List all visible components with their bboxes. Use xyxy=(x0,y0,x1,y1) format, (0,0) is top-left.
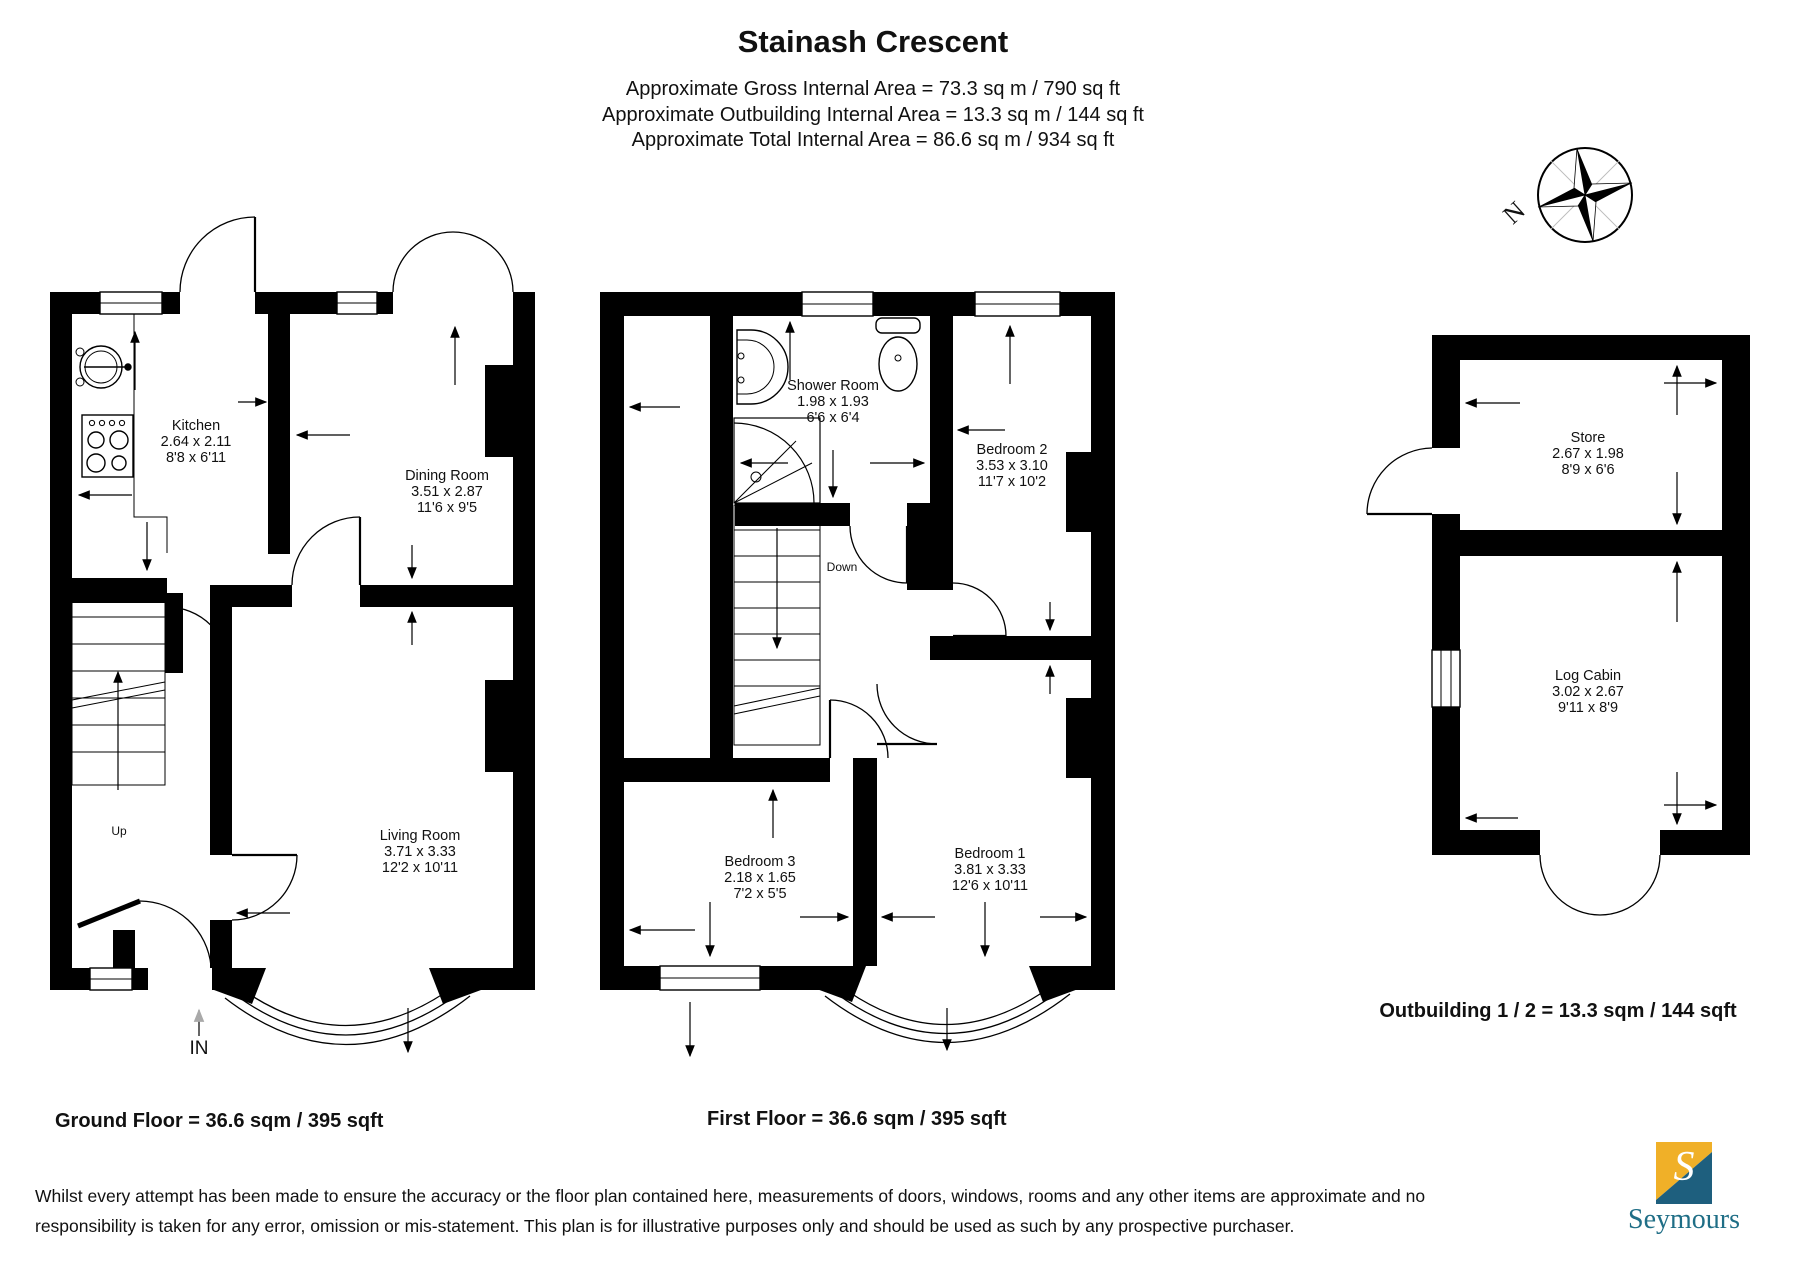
room-metric: 3.81 x 3.33 xyxy=(954,862,1026,878)
staircase-up xyxy=(72,590,165,790)
page-title: Stainash Crescent xyxy=(737,24,1009,59)
room-imperial: 11'6 x 9'5 xyxy=(416,500,478,516)
room-name: Shower Room xyxy=(787,378,879,394)
room-metric: 2.64 x 2.11 xyxy=(160,434,232,450)
disclaimer-line-2: responsibility is taken for any error, omission or mis-statement. This plan is for illustrative purposes only and should be used as such by any prospective purchaser. xyxy=(35,1216,1295,1236)
room-label-bedroom2 xyxy=(976,442,1048,490)
room-imperial: 8'9 x 6'6 xyxy=(1561,462,1615,478)
kitchen-sink xyxy=(76,346,131,388)
ground-floor-plan xyxy=(50,217,535,1052)
store-door xyxy=(1367,448,1432,514)
room-metric: 3.02 x 2.67 xyxy=(1552,684,1624,700)
room-label-shower xyxy=(787,378,879,426)
stairs-down-label: Down xyxy=(826,560,858,574)
chimney-breast xyxy=(1066,452,1091,532)
chimney-breast xyxy=(485,680,513,772)
total-area-line: Approximate Total Internal Area = 86.6 sq m / 934 sq ft xyxy=(631,129,1115,151)
staircase-down xyxy=(734,505,820,745)
toilet xyxy=(876,318,920,391)
outbuilding-area-line: Approximate Outbuilding Internal Area = 13.3 sq m / 144 sq ft xyxy=(602,103,1144,126)
room-name: Bedroom 1 xyxy=(954,846,1026,862)
room-metric: 2.18 x 1.65 xyxy=(724,870,796,886)
room-label-store xyxy=(1552,430,1624,478)
front-door xyxy=(78,901,211,966)
room-name: Store xyxy=(1570,430,1606,446)
corner-shower xyxy=(734,418,820,503)
room-name: Bedroom 3 xyxy=(724,854,796,870)
room-name: Bedroom 2 xyxy=(976,442,1048,458)
room-imperial: 9'11 x 8'9 xyxy=(1557,700,1619,716)
window xyxy=(1432,650,1460,707)
room-label-living xyxy=(380,828,461,876)
wash-basin xyxy=(737,330,788,404)
room-label-dining xyxy=(405,468,489,516)
room-name: Log Cabin xyxy=(1554,668,1622,684)
interior-doors xyxy=(167,517,360,920)
room-metric: 1.98 x 1.93 xyxy=(797,394,869,410)
back-door xyxy=(180,217,255,292)
ground-floor-area-label: Ground Floor = 36.6 sqm / 395 sqft xyxy=(55,1110,384,1132)
room-label-bedroom1 xyxy=(952,846,1028,894)
gross-area-line: Approximate Gross Internal Area = 73.3 sq m / 790 sq ft xyxy=(625,78,1121,100)
brand-wordmark: Seymours xyxy=(1628,1204,1740,1235)
room-name: Kitchen xyxy=(171,418,221,434)
area-summary xyxy=(602,77,1144,154)
stove xyxy=(82,415,133,477)
compass-north-label: N xyxy=(1497,195,1531,230)
outbuilding-area-label: Outbuilding 1 / 2 = 13.3 sqm / 144 sqft xyxy=(1379,1000,1737,1022)
compass-rose-icon xyxy=(1538,148,1632,242)
room-imperial: 11'7 x 10'2 xyxy=(977,474,1047,490)
room-label-bedroom3 xyxy=(724,854,796,902)
room-imperial: 12'2 x 10'11 xyxy=(381,860,459,876)
bay-window xyxy=(214,968,481,1045)
brand-initial: S xyxy=(1673,1144,1695,1190)
room-name: Living Room xyxy=(379,828,461,844)
double-doors xyxy=(1540,855,1660,915)
room-metric: 3.71 x 3.33 xyxy=(384,844,456,860)
room-metric: 2.67 x 1.98 xyxy=(1552,446,1624,462)
room-imperial: 6'6 x 6'4 xyxy=(806,410,860,426)
room-metric: 3.53 x 3.10 xyxy=(976,458,1048,474)
room-metric: 3.51 x 2.87 xyxy=(411,484,483,500)
room-label-log-cabin xyxy=(1552,668,1624,716)
room-name: Dining Room xyxy=(405,468,489,484)
chimney-breast xyxy=(485,365,513,457)
window xyxy=(90,292,377,990)
dimension-arrows xyxy=(79,327,455,1052)
room-label-kitchen xyxy=(161,418,232,466)
room-imperial: 12'6 x 10'11 xyxy=(951,878,1029,894)
stairs-up-label: Up xyxy=(111,824,127,838)
entrance-in-label: IN xyxy=(189,1038,209,1059)
room-imperial: 8'8 x 6'11 xyxy=(165,450,227,466)
disclaimer-line-1: Whilst every attempt has been made to ensure the accuracy or the floor plan contained here, measurements of doors, windows, rooms and any other items are approximate and no xyxy=(35,1186,1426,1206)
french-doors xyxy=(393,232,513,292)
room-imperial: 7'2 x 5'5 xyxy=(733,886,787,902)
first-floor-area-label: First Floor = 36.6 sqm / 395 sqft xyxy=(707,1108,1007,1130)
chimney-breast xyxy=(1066,698,1091,778)
outbuilding-plan xyxy=(1367,335,1750,915)
